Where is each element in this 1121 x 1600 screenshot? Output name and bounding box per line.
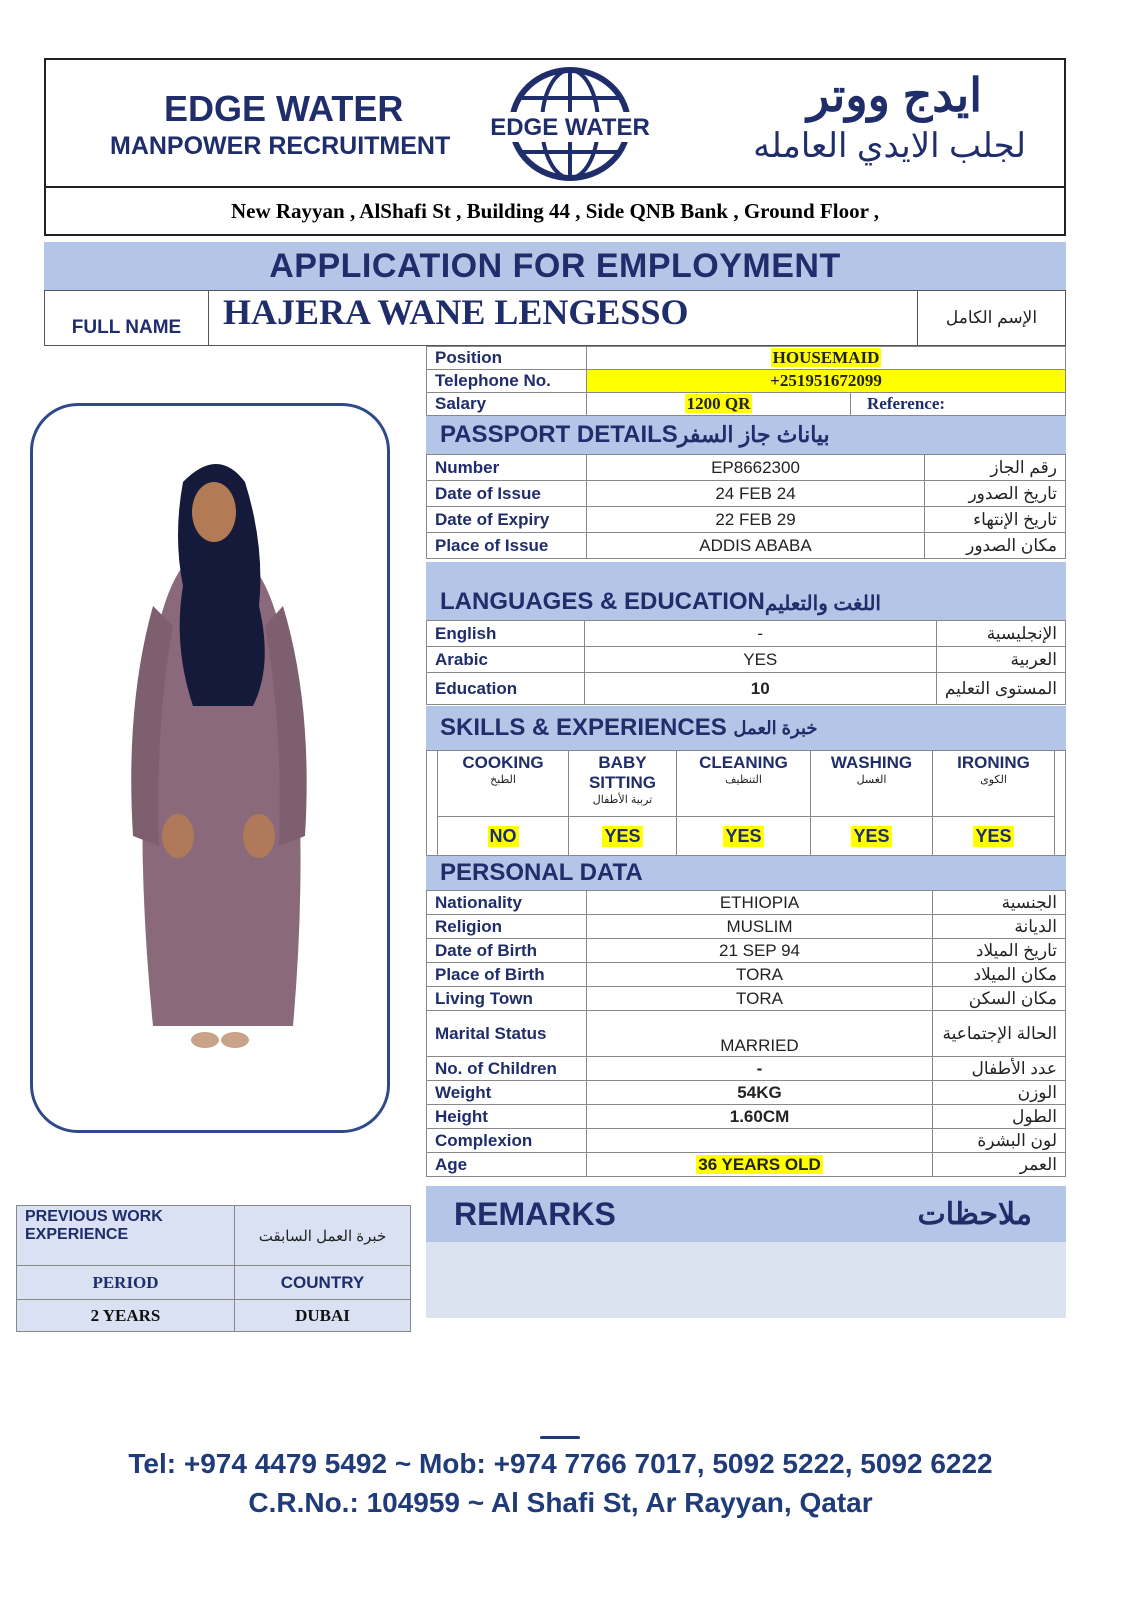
skill-name-ar: التنظيف — [725, 774, 762, 786]
company-address: New Rayyan , AlShafi St , Building 44 , Side QNB Bank , Ground Floor , — [44, 188, 1066, 236]
passport-title: PASSPORT DETAILS — [440, 421, 678, 448]
skill-column — [811, 751, 933, 855]
personal-label: Complexion — [427, 1129, 587, 1153]
passport-section-header — [426, 416, 1066, 454]
languages-row — [427, 647, 1066, 673]
personal-title: PERSONAL DATA — [440, 859, 643, 886]
personal-label: Place of Birth — [427, 963, 587, 987]
passport-row — [427, 481, 1066, 507]
personal-row — [427, 1105, 1066, 1129]
personal-value: - — [587, 1057, 933, 1081]
work-title: PREVIOUS WORK EXPERIENCE — [17, 1206, 235, 1266]
person-figure — [33, 406, 387, 1130]
personal-row — [427, 1081, 1066, 1105]
personal-label: No. of Children — [427, 1057, 587, 1081]
passport-label: Date of Issue — [427, 481, 587, 507]
personal-label-ar: الديانة — [933, 915, 1066, 939]
skill-name-ar: الطبخ — [490, 774, 516, 786]
country-value: DUBAI — [235, 1300, 411, 1332]
personal-value: TORA — [587, 987, 933, 1011]
personal-value: 54KG — [587, 1081, 933, 1105]
company-name-en: EDGE WATER — [164, 88, 404, 129]
languages-label: Education — [427, 673, 585, 705]
personal-label-ar: مكان الميلاد — [933, 963, 1066, 987]
skill-column — [437, 751, 569, 855]
personal-label-ar: الطول — [933, 1105, 1066, 1129]
languages-label-ar: العربية — [936, 647, 1065, 673]
skill-name: CLEANING — [699, 753, 788, 772]
passport-title-ar: بياناث جاز السفر — [677, 422, 830, 447]
company-subtitle-ar: لجلب الايدي العامله — [753, 127, 1026, 165]
company-subtitle-en: MANPOWER RECRUITMENT — [110, 132, 451, 160]
personal-table — [426, 890, 1066, 1177]
position-label: Position — [427, 347, 587, 370]
skills-section-header — [426, 706, 1066, 750]
skill-name-ar: الغسل — [856, 774, 887, 786]
footer-contact: Tel: +974 4479 5492 ~ Mob: +974 7766 7017, 5092 5222, 5092 6222 — [128, 1448, 993, 1479]
personal-value: MARRIED — [587, 1011, 933, 1057]
personal-value — [587, 1129, 933, 1153]
personal-value: 1.60CM — [587, 1105, 933, 1129]
personal-label-ar: العمر — [933, 1153, 1066, 1177]
skill-column — [933, 751, 1055, 855]
skill-name-ar: تربية الأطفال — [592, 794, 653, 806]
languages-section-header — [426, 562, 1066, 620]
remarks-title: REMARKS — [454, 1195, 616, 1232]
personal-label: Living Town — [427, 987, 587, 1011]
skill-column — [677, 751, 811, 855]
personal-label: Nationality — [427, 891, 587, 915]
period-label: PERIOD — [17, 1266, 235, 1300]
passport-row — [427, 455, 1066, 481]
languages-label-ar: المستوى التعليم — [936, 673, 1065, 705]
passport-value: EP8662300 — [587, 455, 925, 481]
skill-value: YES — [604, 825, 641, 846]
personal-row — [427, 939, 1066, 963]
skill-name-ar: الكوى — [980, 774, 1007, 786]
languages-table — [426, 620, 1066, 705]
passport-label: Place of Issue — [427, 533, 587, 559]
personal-value: TORA — [587, 963, 933, 987]
personal-label-ar: الحالة الإجتماعية — [933, 1011, 1066, 1057]
page-title: APPLICATION FOR EMPLOYMENT — [44, 242, 1066, 290]
passport-label-ar: تاريخ الإنتهاء — [925, 507, 1066, 533]
passport-row — [427, 533, 1066, 559]
passport-label-ar: تاريخ الصدور — [925, 481, 1066, 507]
personal-value: 36 YEARS OLD — [587, 1153, 933, 1177]
logo-text: EDGE WATER — [490, 114, 650, 141]
skill-name: WASHING — [830, 753, 913, 772]
applicant-photo — [30, 403, 390, 1133]
languages-row — [427, 621, 1066, 647]
personal-label-ar: الجنسية — [933, 891, 1066, 915]
personal-section-header — [426, 856, 1066, 890]
languages-value: YES — [584, 647, 936, 673]
passport-label-ar: رقم الجاز — [925, 455, 1066, 481]
personal-value: 21 SEP 94 — [587, 939, 933, 963]
skill-value: NO — [489, 825, 517, 846]
company-logo — [482, 66, 658, 184]
passport-table — [426, 454, 1066, 559]
skill-name: IRONING — [957, 753, 1030, 772]
skills-title: SKILLS & EXPERIENCES — [440, 714, 727, 741]
personal-row — [427, 1057, 1066, 1081]
personal-label: Marital Status — [427, 1011, 587, 1057]
passport-value: ADDIS ABABA — [587, 533, 925, 559]
personal-label: Religion — [427, 915, 587, 939]
languages-row — [427, 673, 1066, 705]
personal-row — [427, 1011, 1066, 1057]
passport-value: 22 FEB 29 — [587, 507, 925, 533]
work-experience-table — [16, 1205, 411, 1332]
languages-title-ar: اللغت والتعليم — [764, 593, 881, 615]
personal-value: ETHIOPIA — [587, 891, 933, 915]
personal-row — [427, 987, 1066, 1011]
full-name-label-ar: الإسم الكامل — [917, 291, 1065, 345]
period-value: 2 YEARS — [17, 1300, 235, 1332]
personal-label: Age — [427, 1153, 587, 1177]
skill-column — [569, 751, 677, 855]
skill-value: YES — [853, 825, 890, 846]
personal-row — [427, 1129, 1066, 1153]
personal-label-ar: مكان السكن — [933, 987, 1066, 1011]
skill-value: YES — [975, 825, 1012, 846]
skills-grid — [426, 750, 1066, 856]
skills-title-ar: خبرة العمل — [733, 717, 818, 738]
skill-name-line2: SITTING — [588, 773, 657, 792]
personal-label-ar: الوزن — [933, 1081, 1066, 1105]
job-table — [426, 346, 1066, 416]
letterhead — [44, 58, 1066, 188]
languages-value: 10 — [584, 673, 936, 705]
position-value: HOUSEMAID — [587, 347, 1066, 370]
personal-label-ar: عدد الأطفال — [933, 1057, 1066, 1081]
footer-cr-address: C.R.No.: 104959 ~ Al Shafi St, Ar Rayyan, Qatar — [248, 1487, 873, 1518]
personal-row — [427, 891, 1066, 915]
company-name-ar: ايدج ووتر — [807, 69, 982, 121]
skill-name: COOKING — [462, 753, 544, 772]
languages-label: Arabic — [427, 647, 585, 673]
skill-value: YES — [725, 825, 762, 846]
telephone-value: +251951672099 — [587, 370, 1066, 393]
full-name-row — [44, 290, 1066, 346]
remarks-header — [426, 1186, 1066, 1242]
personal-row — [427, 963, 1066, 987]
passport-label: Date of Expiry — [427, 507, 587, 533]
salary-label: Salary — [427, 393, 587, 416]
languages-label-ar: الإنجليسية — [936, 621, 1065, 647]
full-name-value: HAJERA WANE LENGESSO — [223, 292, 689, 332]
passport-value: 24 FEB 24 — [587, 481, 925, 507]
remarks-title-ar: ملاحظات — [917, 1197, 1032, 1231]
work-title-ar: خبرة العمل السابقت — [235, 1206, 411, 1266]
full-name-label: FULL NAME — [45, 291, 209, 345]
languages-label: English — [427, 621, 585, 647]
personal-value: MUSLIM — [587, 915, 933, 939]
personal-label: Weight — [427, 1081, 587, 1105]
passport-label: Number — [427, 455, 587, 481]
languages-title: LANGUAGES & EDUCATION — [440, 588, 765, 615]
personal-label: Date of Birth — [427, 939, 587, 963]
personal-row — [427, 915, 1066, 939]
passport-label-ar: مكان الصدور — [925, 533, 1066, 559]
languages-value: - — [584, 621, 936, 647]
footer-divider — [540, 1436, 580, 1439]
telephone-label: Telephone No. — [427, 370, 587, 393]
skill-name: BABY — [598, 753, 647, 772]
remarks-box — [426, 1186, 1066, 1318]
personal-row — [427, 1153, 1066, 1177]
personal-label: Height — [427, 1105, 587, 1129]
salary-value: 1200 QR — [587, 393, 851, 416]
personal-label-ar: تاريخ الميلاد — [933, 939, 1066, 963]
passport-row — [427, 507, 1066, 533]
reference-label: Reference: — [851, 393, 1066, 416]
personal-label-ar: لون البشرة — [933, 1129, 1066, 1153]
country-label: COUNTRY — [235, 1266, 411, 1300]
